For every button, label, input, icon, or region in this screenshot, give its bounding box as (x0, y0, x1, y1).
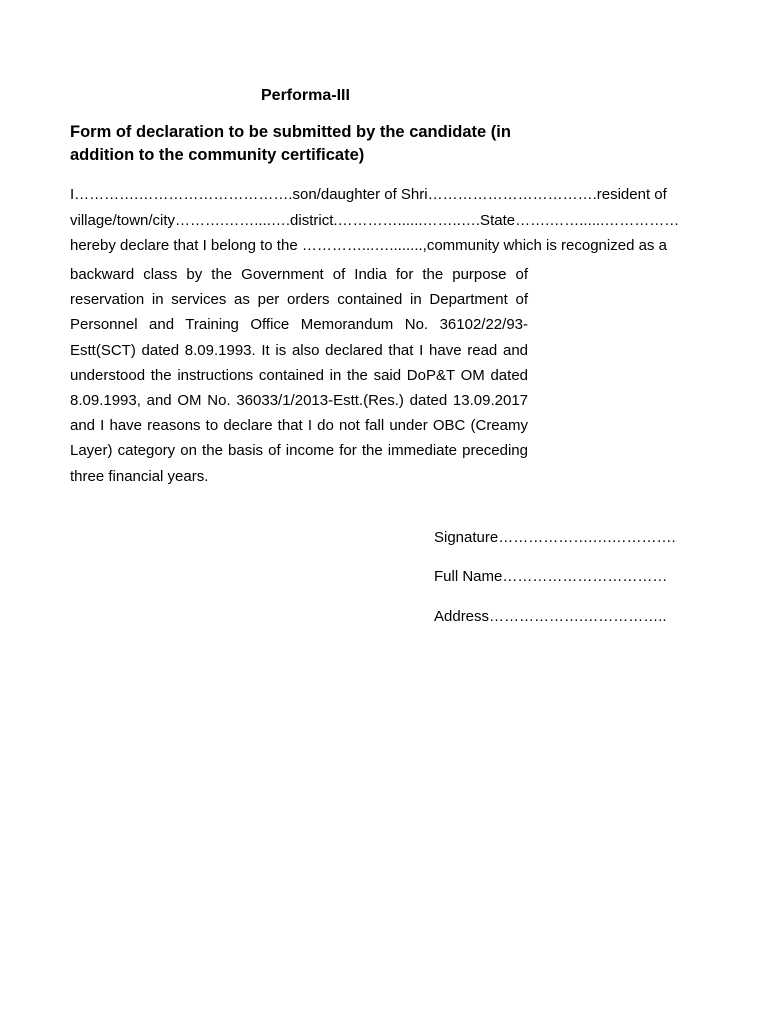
declaration-line-address: village/town/city……….……....….district.…………......……..….State…….……......…………… (70, 212, 680, 229)
form-title-line-2: addition to the community certificate) (70, 146, 365, 164)
full-name-field: Full Name…………………………… (434, 568, 668, 585)
form-title-line-1: Form of declaration to be submitted by the candidate (in (70, 123, 511, 141)
declaration-paragraph: backward class by the Government of India for the purpose of reservation in services as per orders contained in Department of Personnel and Training Office Memorandum No. 36102/22/93-Estt(SCT) dated 8.09.1993. It is also declared that I have read and understood the instructions contained in the said DoP&T OM dated 8.09.1993, and OM No. 36033/1/2013-Estt.(Res.) dated 13.09.2017 and I have reasons to declare that I do not fall under OBC (Creamy Layer) category on the basis of income for the immediate preceding three financial years. (70, 266, 528, 485)
performa-label: Performa-III (261, 87, 350, 104)
signature-field: Signature……………….….…………. (434, 529, 676, 546)
form-title (70, 121, 590, 167)
address-field: Address……………….…………….. (434, 608, 667, 625)
declaration-line-community: hereby declare that I belong to the …………...…........,community which is recognized as a (70, 237, 667, 254)
declaration-line-name: I………….………………………….son/daughter of Shri…………………………….resident of (70, 186, 667, 203)
